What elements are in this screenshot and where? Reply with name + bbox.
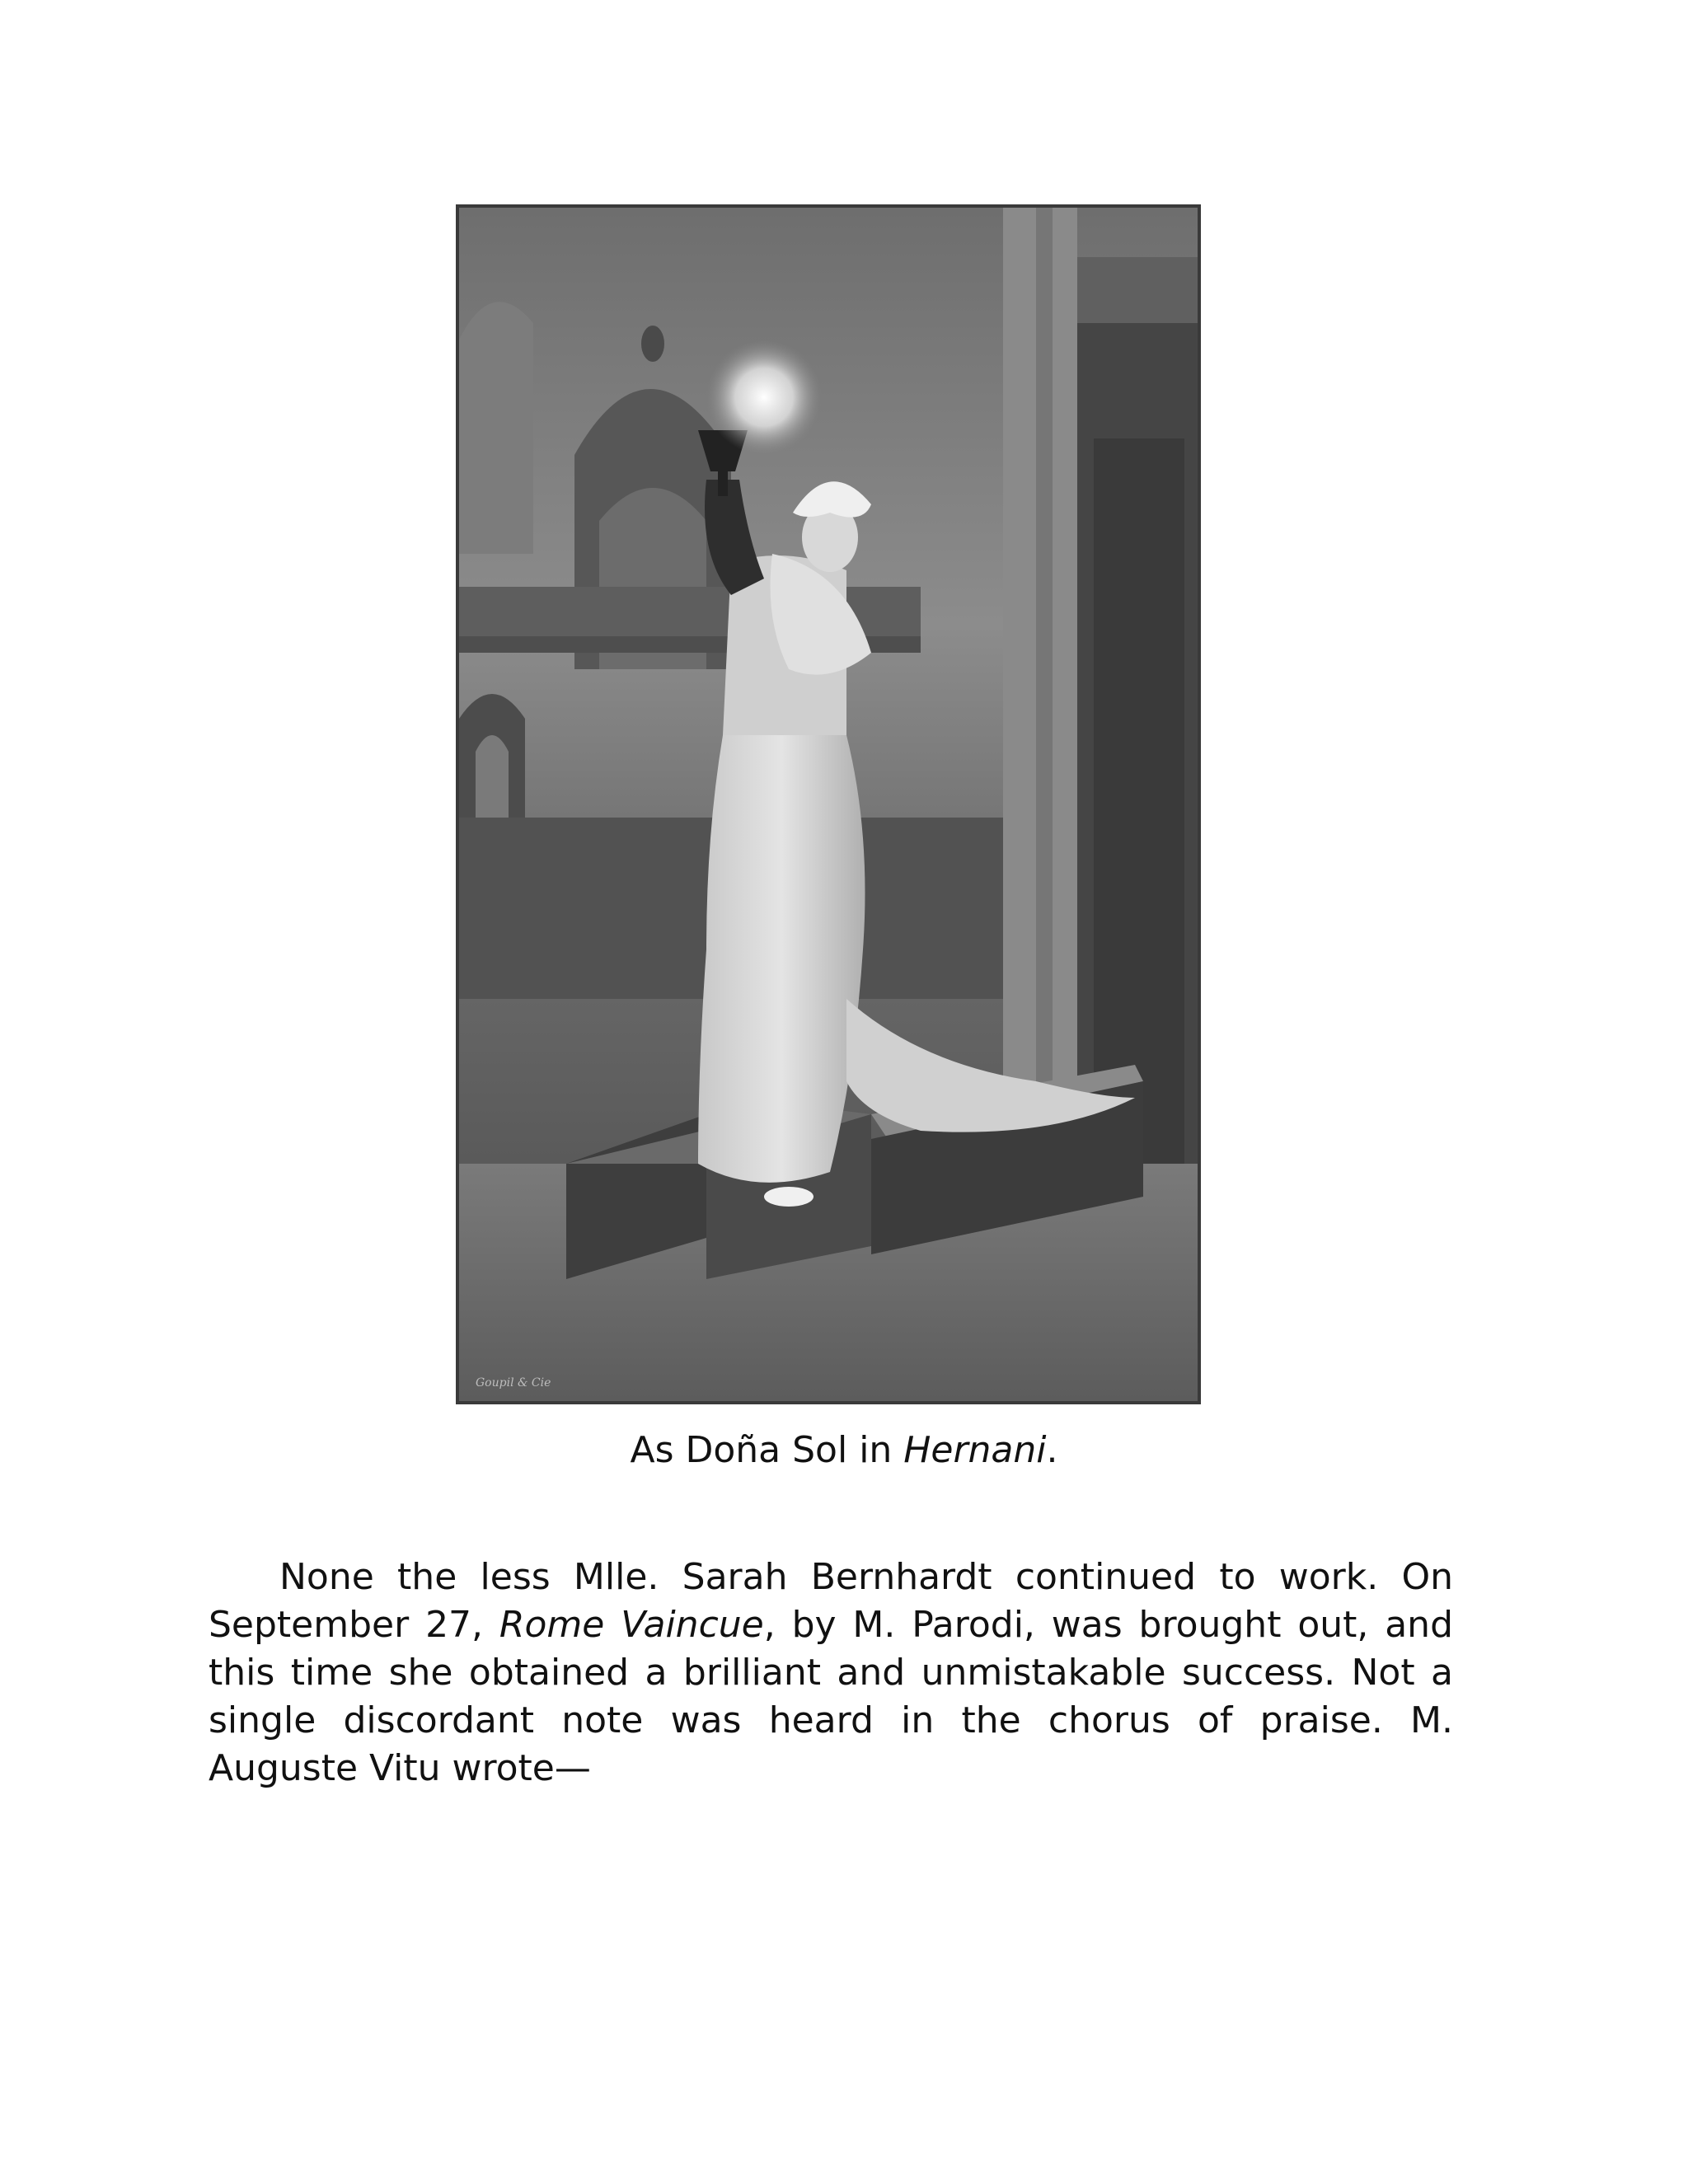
caption-suffix: . [1046,1429,1058,1471]
caption-prefix: As Doña Sol in [630,1429,904,1471]
photograph-plate [456,204,1201,1404]
photographer-signature: Goupil & Cie [476,1376,551,1390]
paragraph-title: Rome Vaincue [499,1604,764,1646]
figure-caption [0,1426,1688,1475]
paragraph-part1: None the less Mlle. Sarah Bernhardt continued to work. On September 27, [209,1556,1453,1646]
paragraph-part2: , by M. Parodi, was brought out, and this time she obtained a brilliant and unmistakable success. Not a single discordant note was heard in the chorus of praise. M. Auguste Vitu wrote— [209,1604,1454,1789]
photograph-illustration [459,208,1198,1401]
body-paragraph [209,1554,1453,1793]
caption-title: Hernani [903,1429,1047,1471]
